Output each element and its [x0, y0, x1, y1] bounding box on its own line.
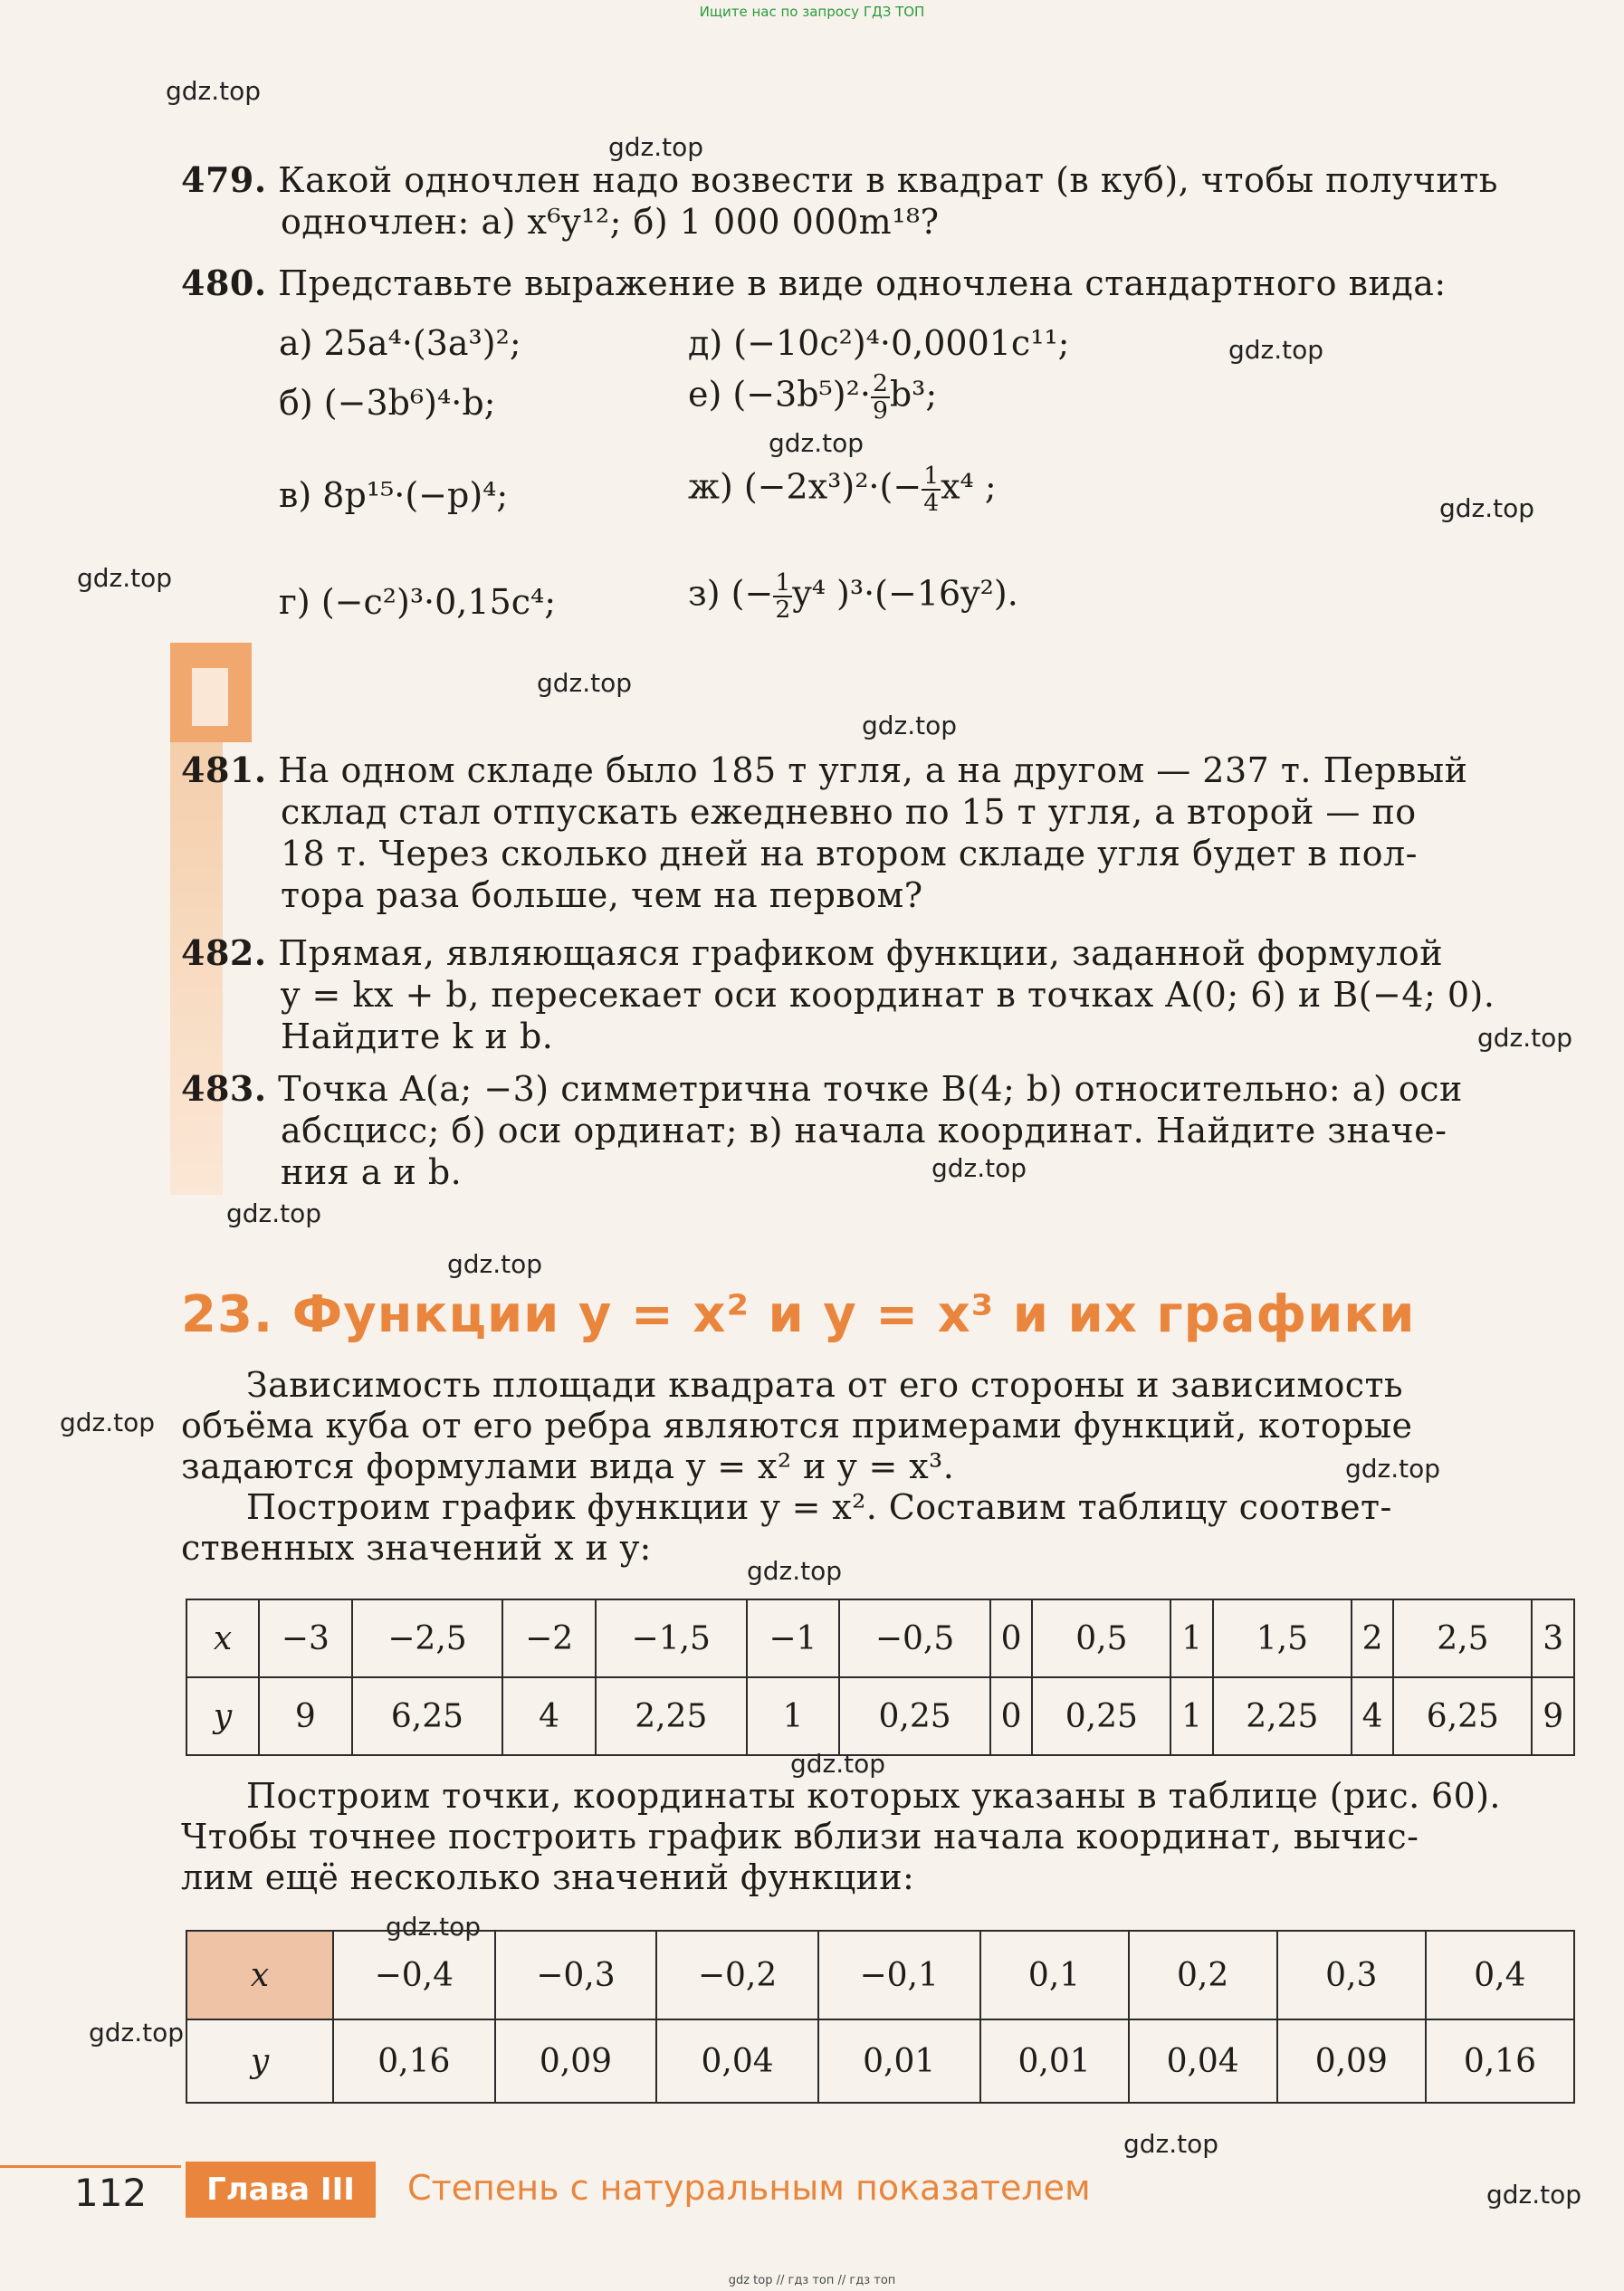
table-cell: 0,16 [333, 2019, 495, 2103]
problem-text: абсцисс; б) оси ординат; в) начала координат. Найдите значе- [281, 1111, 1447, 1150]
numerator: 1 [775, 568, 791, 597]
watermark: gdz.top [862, 711, 958, 740]
watermark: gdz.top [608, 132, 704, 162]
numerator: 2 [872, 369, 888, 397]
table-row-x [186, 1599, 1574, 1677]
chapter-badge: Глава III [186, 2162, 376, 2218]
table-cell: 0,5 [1032, 1599, 1170, 1677]
footer-rule [0, 2165, 181, 2168]
problem-482 [181, 932, 1575, 1057]
top-banner[interactable]: Ищите нас по запросу ГДЗ ТОП [699, 4, 925, 20]
table-cell: −2 [502, 1599, 596, 1677]
table-cell: 4 [502, 1677, 596, 1755]
problem-number: 479. [181, 159, 267, 200]
table-cell: 0,04 [1129, 2019, 1277, 2103]
exercise-text: ж) (−2x³)²· [688, 466, 880, 507]
table-cell: 0,2 [1129, 1931, 1277, 2019]
watermark: gdz.top [386, 1912, 482, 1942]
problem-text: ния a и b. [281, 1152, 463, 1192]
table-header-x: x [186, 1931, 333, 2019]
table-row-y [186, 1677, 1574, 1755]
table-cell: 2,25 [1213, 1677, 1352, 1755]
watermark: gdz.top [747, 1556, 843, 1586]
problem-number: 483. [181, 1068, 267, 1109]
table-cell: −0,3 [495, 1931, 657, 2019]
values-table-2 [186, 1930, 1575, 2104]
section-marker-inner [192, 668, 228, 726]
table-cell: 2,25 [596, 1677, 747, 1755]
table-cell: 0,01 [980, 2019, 1129, 2103]
problem-480 [181, 263, 1575, 304]
problem-text: Какой одночлен надо возвести в квадрат (в куб), чтобы получить [278, 160, 1498, 200]
paragraph-line: задаются формулами вида y = x² и y = x³. [181, 1446, 955, 1486]
table-cell: 2,5 [1393, 1599, 1532, 1677]
exercise-text: x⁴ ; [941, 466, 997, 507]
watermark: gdz.top [60, 1408, 156, 1437]
exercise-a: а) 25a⁴·(3a³)²; [279, 323, 521, 363]
table-cell: −0,1 [818, 1931, 980, 2019]
watermark: gdz.top [769, 428, 865, 458]
denominator: 2 [775, 595, 791, 624]
table-cell: −0,5 [839, 1599, 990, 1677]
watermark: gdz.top [226, 1198, 322, 1228]
watermark: gdz.top [166, 76, 262, 106]
denominator: 9 [872, 396, 888, 425]
table-cell: 9 [1532, 1677, 1574, 1755]
table-cell: −1,5 [596, 1599, 747, 1677]
problem-text: На одном складе было 185 т угля, а на другом — 237 т. Первый [278, 750, 1468, 790]
table-cell: 0 [990, 1677, 1032, 1755]
table-header-x: x [186, 1599, 259, 1677]
chapter-title: Степень с натуральным показателем [407, 2168, 1091, 2208]
exercise-z: з) (− $\frac{1}{2}$ y⁴ )³·(−16y²). [688, 568, 1018, 624]
problem-text: Точка A(a; −3) симметрична точке B(4; b) относительно: а) оси [278, 1069, 1463, 1109]
table-cell: 1 [747, 1677, 840, 1755]
watermark: gdz.top [447, 1249, 543, 1279]
exercise-v: в) 8p¹⁵·(−p)⁴; [279, 475, 509, 515]
paragraph [181, 1776, 1575, 1898]
problem-text: y = kx + b, пересекает оси координат в точках A(0; 6) и B(−4; 0). [281, 975, 1495, 1015]
watermark: gdz.top [77, 563, 173, 593]
table-header-y: y [186, 2019, 333, 2103]
exercise-text: y⁴ )³·(−16y²). [792, 573, 1018, 614]
table-cell: 1,5 [1213, 1599, 1352, 1677]
paragraph-line: Построим график функции y = x². Составим таблицу соответ- [246, 1487, 1392, 1527]
exercise-g: г) (−c²)³·0,15c⁴; [279, 582, 557, 622]
table-cell: 0,25 [1032, 1677, 1170, 1755]
problem-number: 482. [181, 932, 267, 973]
problem-text: склад стал отпускать ежедневно по 15 т угля, а второй — по [281, 792, 1417, 832]
page-number: 112 [74, 2171, 148, 2215]
fraction [922, 463, 941, 516]
problem-text: Представьте выражение в виде одночлена стандартного вида: [278, 263, 1447, 303]
watermark: gdz.top [931, 1153, 1027, 1183]
denominator: 4 [923, 488, 940, 517]
problem-481 [181, 749, 1575, 916]
table-cell: 0,09 [495, 2019, 657, 2103]
problem-479 [181, 159, 1575, 243]
exercise-zh: ж) (−2x³)²·(− $\frac{1}{4}$ x⁴ ; [688, 462, 997, 517]
table-row-x [186, 1931, 1574, 2019]
numerator: 1 [923, 462, 940, 490]
table-cell: 6,25 [352, 1677, 503, 1755]
table-cell: 0,04 [656, 2019, 818, 2103]
exercise-d: д) (−10c²)⁴·0,0001c¹¹; [688, 323, 1070, 363]
paragraph-line: лим ещё несколько значений функции: [181, 1857, 915, 1897]
table-cell: 1 [1170, 1599, 1212, 1677]
paragraph [181, 1365, 1575, 1569]
problem-number: 481. [181, 749, 267, 790]
watermark: gdz.top [1228, 335, 1324, 365]
section-title: 23. Функции y = x² и y = x³ и их графики [181, 1285, 1416, 1344]
fraction [871, 371, 890, 424]
exercise-e [688, 371, 937, 424]
paragraph-line: ственных значений x и y: [181, 1528, 652, 1568]
table-cell: −3 [259, 1599, 352, 1677]
paragraph-line: Чтобы точнее построить график вблизи начала координат, вычис- [181, 1817, 1419, 1857]
watermark: gdz.top [537, 668, 633, 698]
paragraph-line: Зависимость площади квадрата от его стороны и зависимость [246, 1365, 1403, 1405]
table-cell: −0,2 [656, 1931, 818, 2019]
bottom-banner[interactable]: gdz top // гдз топ // гдз топ [728, 2274, 896, 2287]
values-table-1 [186, 1599, 1575, 1756]
table-cell: 0,4 [1426, 1931, 1574, 2019]
table-cell: 0,01 [818, 2019, 980, 2103]
table-cell: 0,16 [1426, 2019, 1574, 2103]
table-cell: 9 [259, 1677, 352, 1755]
watermark: gdz.top [1345, 1454, 1441, 1484]
table-cell: −0,4 [333, 1931, 495, 2019]
watermark: gdz.top [89, 2018, 185, 2048]
table-cell: 0,1 [980, 1931, 1129, 2019]
fraction [773, 570, 792, 623]
table-cell: 0,25 [839, 1677, 990, 1755]
watermark: gdz.top [1477, 1023, 1573, 1053]
problem-text: Прямая, являющаяся графиком функции, заданной формулой [278, 933, 1444, 973]
table-cell: 6,25 [1393, 1677, 1532, 1755]
table-row-y [186, 2019, 1574, 2103]
table-cell: −1 [747, 1599, 840, 1677]
watermark: gdz.top [1439, 493, 1535, 523]
table-cell: −2,5 [352, 1599, 503, 1677]
watermark: gdz.top [790, 1749, 886, 1779]
problem-text: 18 т. Через сколько дней на втором складе угля будет в пол- [281, 834, 1418, 873]
problem-text: Найдите k и b. [281, 1017, 554, 1056]
problem-text: одночлен: а) x⁶y¹²; б) 1 000 000m¹⁸? [281, 202, 940, 242]
watermark: gdz.top [1123, 2129, 1219, 2159]
problem-number: 480. [181, 263, 267, 303]
table-cell: 2 [1352, 1599, 1393, 1677]
table-cell: 3 [1532, 1599, 1574, 1677]
table-cell: 4 [1352, 1677, 1393, 1755]
paragraph-line: Построим точки, координаты которых указаны в таблице (рис. 60). [246, 1776, 1501, 1816]
exercise-text: з) [688, 573, 721, 614]
exercise-text: е) (−3b⁵)²· [688, 374, 871, 415]
watermark: gdz.top [1486, 2180, 1582, 2210]
table-cell: 0 [990, 1599, 1032, 1677]
exercise-b: б) (−3b⁶)⁴·b; [279, 383, 496, 423]
table-cell: 0,3 [1277, 1931, 1426, 2019]
table-cell: 0,09 [1277, 2019, 1426, 2103]
exercise-text: b³; [889, 374, 938, 415]
problem-text: тора раза больше, чем на первом? [281, 875, 923, 915]
table-header-y: y [186, 1677, 259, 1755]
problem-483 [181, 1068, 1575, 1193]
paragraph-line: объёма куба от его ребра являются примерами функций, которые [181, 1406, 1413, 1446]
table-cell: 1 [1170, 1677, 1212, 1755]
